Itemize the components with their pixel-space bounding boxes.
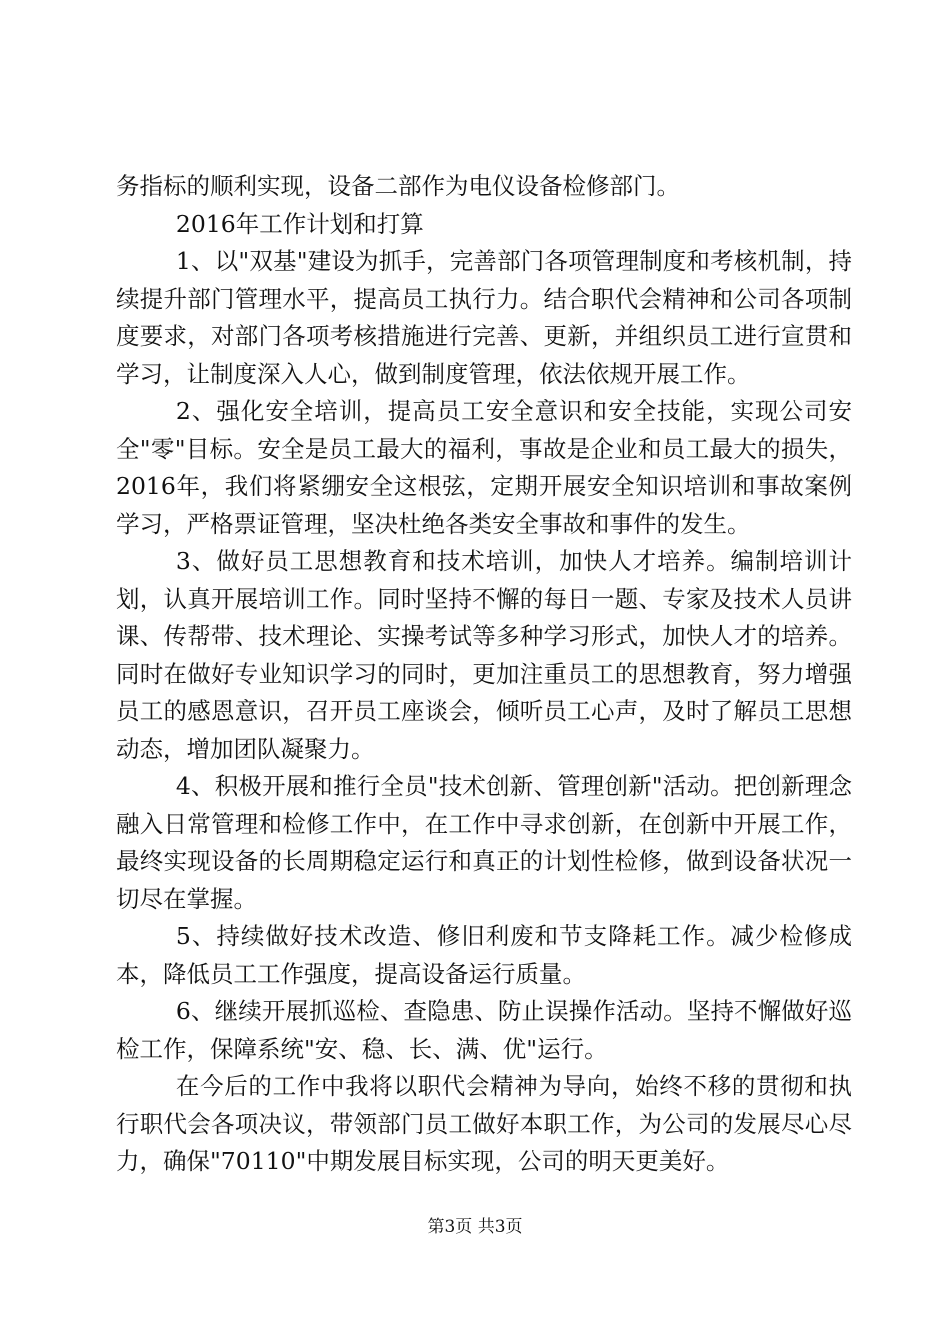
document-body — [116, 168, 852, 1181]
page-number-footer: 第3页 共3页 — [427, 1217, 523, 1237]
paragraph-item-2: 2、强化安全培训，提高员工安全意识和安全技能，实现公司安全"零"目标。安全是员工最大的福利，事故是企业和员工最大的损失，2016年，我们将紧绷安全这根弦，定期开展安全知识培训和事故案例学习，严格票证管理，坚决杜绝各类安全事故和事件的发生。 — [116, 397, 852, 538]
paragraph-item-1: 1、以"双基"建设为抓手，完善部门各项管理制度和考核机制，持续提升部门管理水平，提高员工执行力。结合职代会精神和公司各项制度要求，对部门各项考核措施进行完善、更新，并组织员工进行宣贯和学习，让制度深入人心，做到制度管理，依法依规开展工作。 — [116, 247, 852, 388]
paragraph-conclusion: 在今后的工作中我将以职代会精神为导向，始终不移的贯彻和执行职代会各项决议，带领部门员工做好本职工作，为公司的发展尽心尽力，确保"70110"中期发展目标实现，公司的明天更美好。 — [116, 1072, 852, 1175]
paragraph-item-4: 4、积极开展和推行全员"技术创新、管理创新"活动。把创新理念融入日常管理和检修工作中，在工作中寻求创新，在创新中开展工作，最终实现设备的长周期稳定运行和真正的计划性检修，做到设备状况一切尽在掌握。 — [116, 772, 852, 913]
paragraph-continuation: 务指标的顺利实现，设备二部作为电仪设备检修部门。 — [116, 172, 680, 200]
paragraph-item-5: 5、持续做好技术改造、修旧利废和节支降耗工作。减少检修成本，降低员工工作强度，提高设备运行质量。 — [116, 922, 852, 988]
paragraph-item-6: 6、继续开展抓巡检、查隐患、防止误操作活动。坚持不懈做好巡检工作，保障系统"安、稳、长、满、优"运行。 — [116, 997, 852, 1063]
section-heading: 2016年工作计划和打算 — [175, 209, 424, 238]
paragraph-item-3: 3、做好员工思想教育和技术培训，加快人才培养。编制培训计划，认真开展培训工作。同时坚持不懈的每日一题、专家及技术人员讲课、传帮带、技术理论、实操考试等多种学习形式，加快人才的培养。同时在做好专业知识学习的同时，更加注重员工的思想教育，努力增强员工的感恩意识，召开员工座谈会，倾听员工心声，及时了解员工思想动态，增加团队凝聚力。 — [116, 547, 852, 763]
